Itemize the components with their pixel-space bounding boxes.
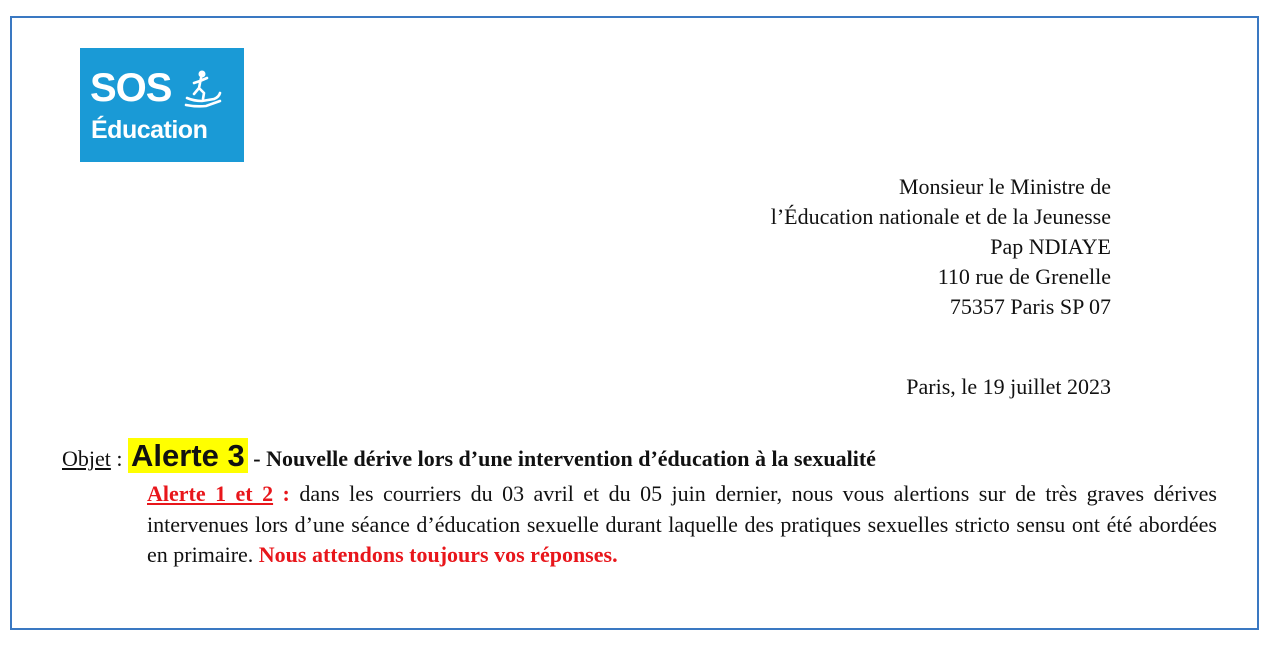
previous-alerts-label: Alerte 1 et 2 — [147, 481, 274, 506]
recipient-line: Monsieur le Ministre de — [898, 174, 1111, 199]
date-line: Paris, le 19 juillet 2023 — [906, 374, 1111, 399]
recipient-address — [771, 172, 1111, 322]
recipient-street: 110 rue de Grenelle — [937, 264, 1111, 289]
recipient-city: 75357 Paris SP 07 — [949, 294, 1111, 319]
subject-label: Objet — [62, 446, 111, 471]
recipient-line: l’Éducation nationale et de la Jeunesse — [770, 204, 1111, 229]
recipient-name: Pap NDIAYE — [990, 234, 1111, 259]
previous-alerts-reference — [147, 481, 299, 506]
sos-education-logo — [80, 48, 244, 162]
logo-education-text: Éducation — [91, 116, 208, 144]
subject-title: - Nouvelle dérive lors d’une intervention d’éducation à la sexualité — [247, 446, 876, 471]
subject-line — [62, 436, 876, 479]
body-text: dans les courriers du 03 avril et du 05 juin dernier, nous vous alertions sur de très graves dérives intervenues lors d’une séance d’éducation sexuelle durant laquelle des pratiques sexuelles stricto sensu ont été abordées en primaire. — [147, 481, 1217, 567]
body-emphasis: Nous attendons toujours vos réponses. — [258, 542, 618, 567]
figure-on-hand-icon — [184, 68, 222, 108]
body-paragraph — [147, 479, 1217, 571]
previous-alerts-suffix: : — [273, 481, 300, 506]
logo-sos-text: SOS — [90, 66, 172, 110]
alert-number-highlight: Alerte 3 — [128, 438, 248, 473]
subject-separator: : — [110, 446, 129, 471]
